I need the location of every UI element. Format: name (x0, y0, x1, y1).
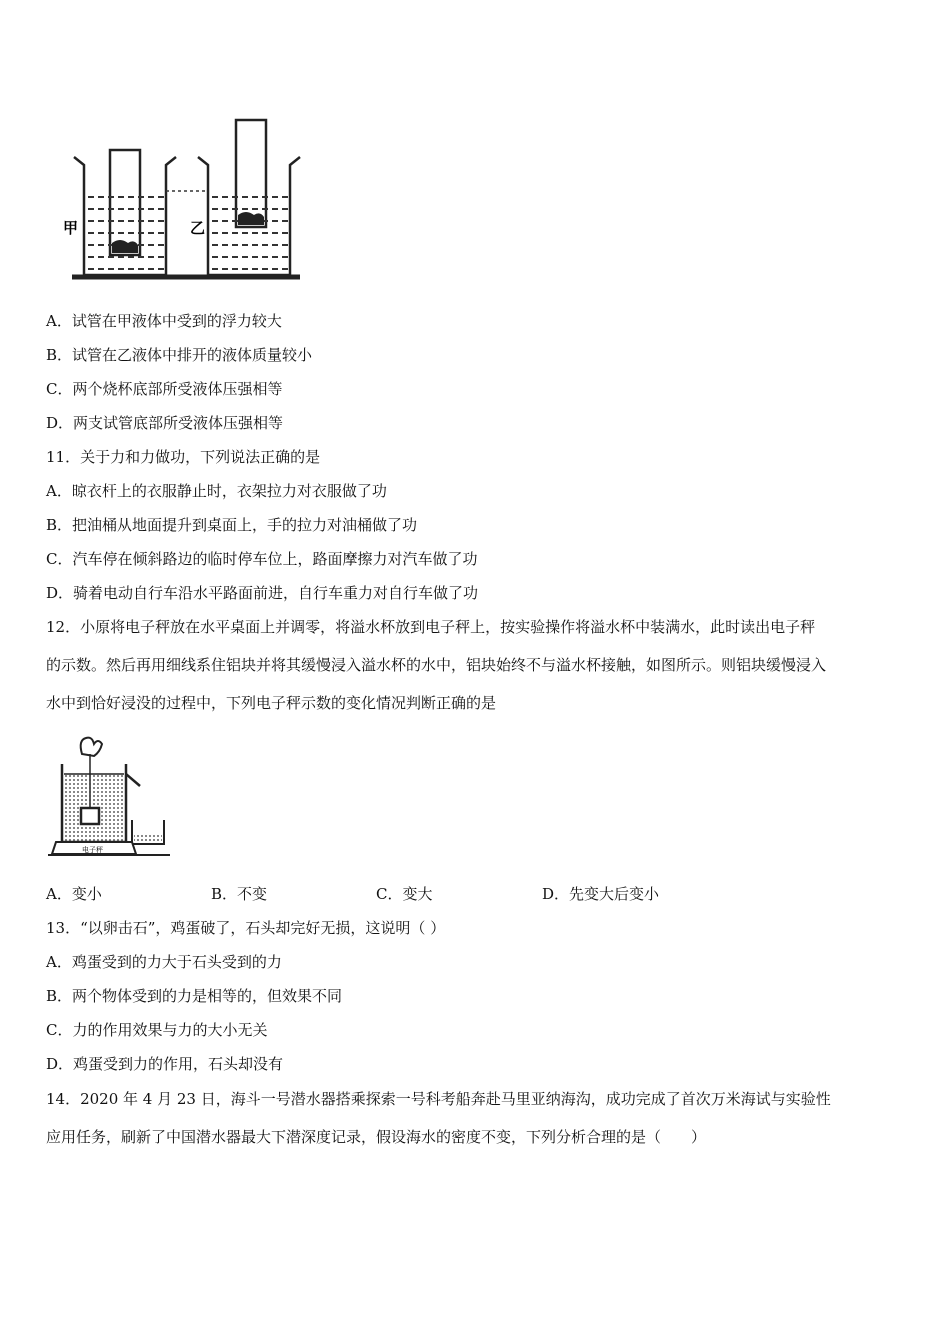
q11-stem: 11．关于力和力做功，下列说法正确的是 (46, 448, 321, 466)
q14-stem-line-1: 14．2020 年 4 月 23 日，海斗一号潜水器搭乘探索一号科考船奔赴马里亚纳海沟，成功完成了首次万米海试与实验性 (46, 1090, 831, 1108)
q14-stem-line-2: 应用任务，刷新了中国潜水器最大下潜深度记录，假设海水的密度不变，下列分析合理的是（ ） (46, 1128, 707, 1146)
q12-option-a: A．变小 (46, 885, 102, 903)
overflow-cup-figure (48, 734, 173, 862)
q11-option-b: B．把油桶从地面提升到桌面上，手的拉力对油桶做了功 (46, 516, 418, 534)
q13-option-c: C．力的作用效果与力的大小无关 (46, 1021, 268, 1039)
q12-option-d: D．先变大后变小 (542, 885, 660, 903)
q10-option-d: D．两支试管底部所受液体压强相等 (46, 414, 284, 432)
q10-option-a: A．试管在甲液体中受到的浮力较大 (46, 312, 282, 330)
q11-option-c: C．汽车停在倾斜路边的临时停车位上，路面摩擦力对汽车做了功 (46, 550, 478, 568)
label-jia: 甲 (63, 220, 79, 237)
q10-option-c: C．两个烧杯底部所受液体压强相等 (46, 380, 283, 398)
q12-option-c: C．变大 (376, 885, 433, 903)
q12-stem-line-3: 水中到恰好浸没的过程中，下列电子秤示数的变化情况判断正确的是 (46, 694, 497, 712)
q11-option-d: D．骑着电动自行车沿水平路面前进，自行车重力对自行车做了功 (46, 584, 479, 602)
q10-option-b: B．试管在乙液体中排开的液体质量较小 (46, 346, 313, 364)
q12-stem-line-1: 12．小原将电子秤放在水平桌面上并调零，将溢水杯放到电子秤上，按实验操作将溢水杯中装满水，此时读出电子秤 (46, 618, 816, 636)
beakers-figure (60, 115, 305, 287)
q11-option-a: A．晾衣杆上的衣服静止时，衣架拉力对衣服做了功 (46, 482, 387, 500)
q12-stem-line-2: 的示数。然后再用细线系住铝块并将其缓慢浸入溢水杯的水中，铝块始终不与溢水杯接触，如图所示。则铝块缓慢浸入 (46, 656, 827, 674)
q13-stem: 13．“以卵击石”，鸡蛋破了，石头却完好无损，这说明（ ） (46, 919, 446, 937)
q12-option-b: B．不变 (211, 885, 268, 903)
q13-option-b: B．两个物体受到的力是相等的，但效果不同 (46, 987, 343, 1005)
scale-label: 电子秤 (82, 847, 103, 854)
q13-option-d: D．鸡蛋受到力的作用，石头却没有 (46, 1055, 284, 1073)
q13-option-a: A．鸡蛋受到的力大于石头受到的力 (46, 953, 282, 971)
label-yi: 乙 (190, 220, 206, 237)
